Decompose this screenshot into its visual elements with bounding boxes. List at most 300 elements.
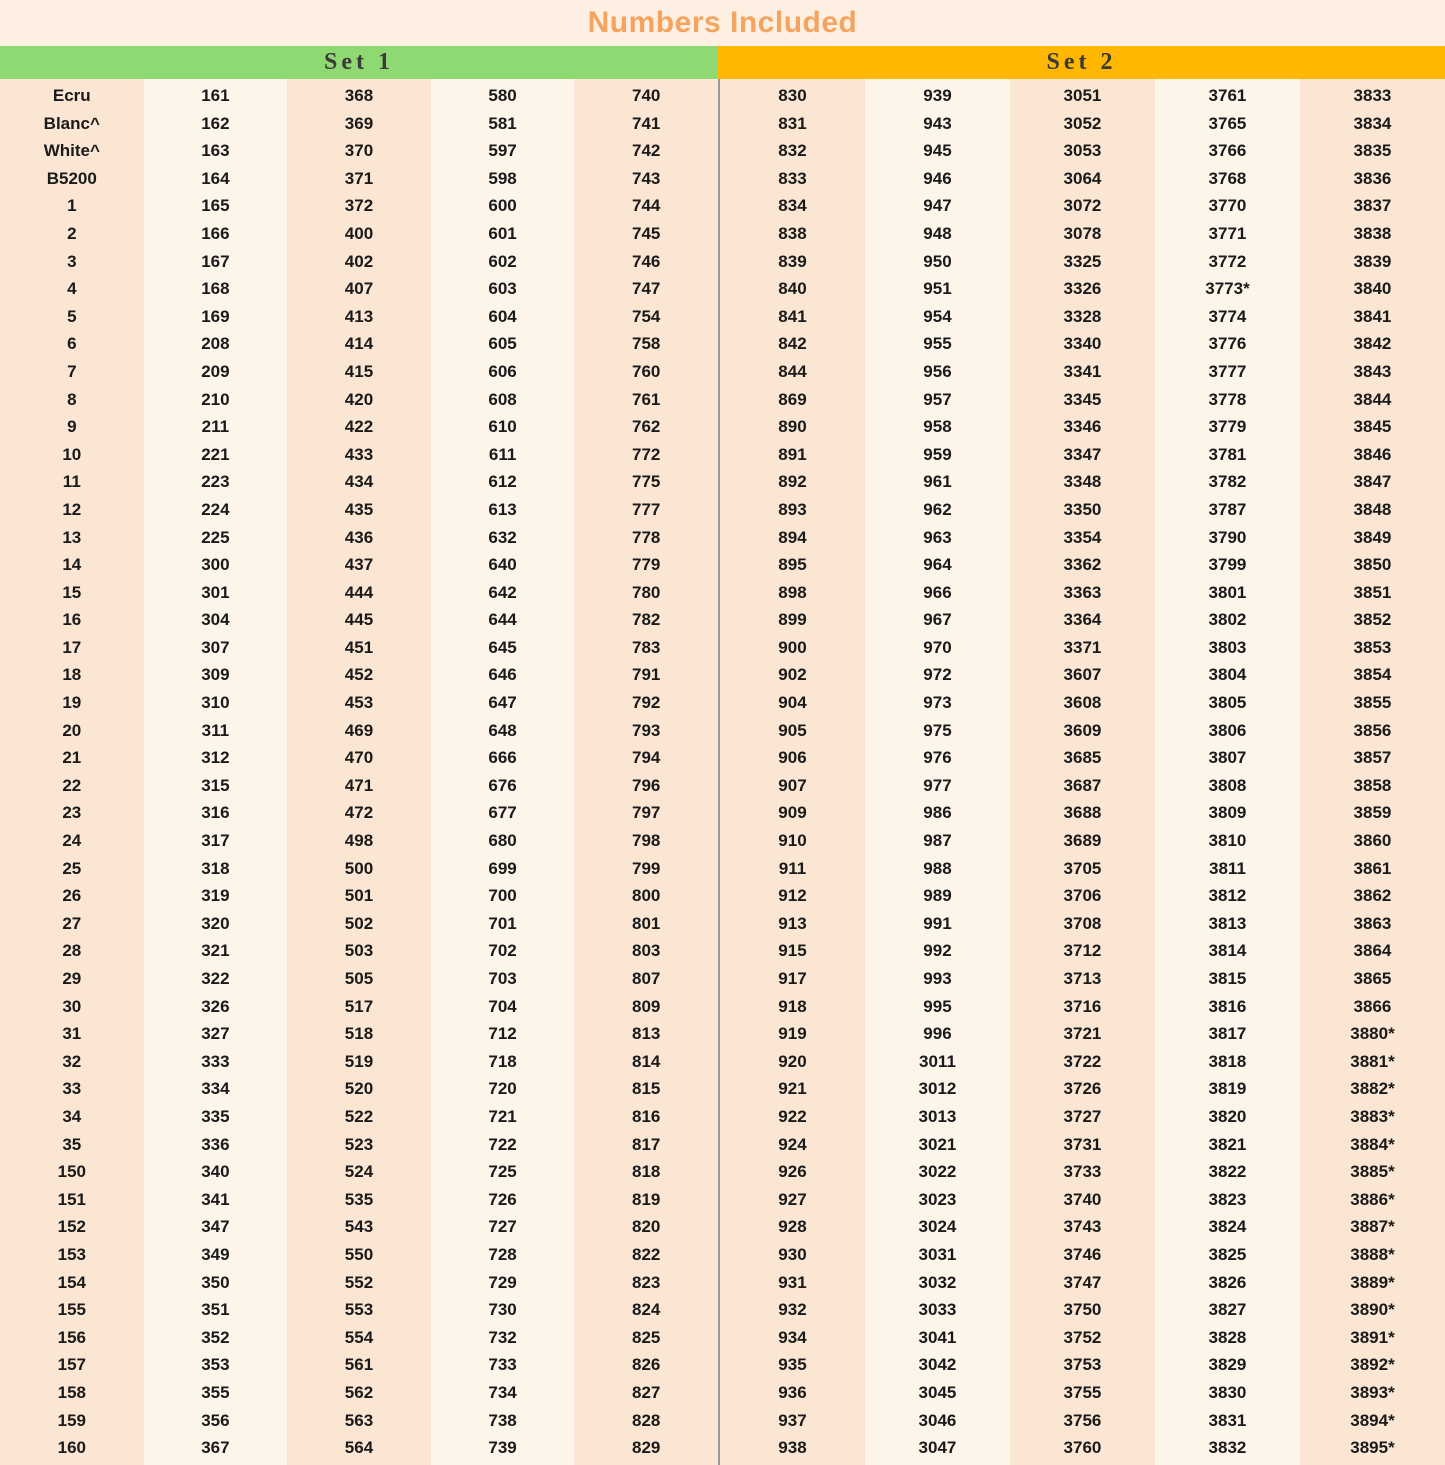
- number-cell: 977: [923, 775, 952, 795]
- number-cell: 798: [631, 831, 661, 851]
- number-cell: 3863: [1353, 913, 1392, 933]
- number-cell: 3326: [1063, 279, 1102, 299]
- number-cell: White^: [43, 141, 100, 161]
- number-cell: 987: [923, 831, 952, 851]
- number-cell: 422: [344, 417, 374, 437]
- number-cell: 3834: [1353, 113, 1392, 133]
- number-cell: 3756: [1063, 1410, 1102, 1430]
- number-cell: 3844: [1353, 389, 1392, 409]
- number-cell: 3731: [1063, 1134, 1102, 1154]
- number-cell: 3013: [918, 1106, 957, 1126]
- number-cell: 913: [778, 913, 807, 933]
- number-cell: 3854: [1353, 665, 1392, 685]
- number-cell: 954: [923, 306, 952, 326]
- number-cell: 898: [778, 582, 807, 602]
- number-cell: 815: [631, 1079, 661, 1099]
- number-cell: 935: [778, 1355, 807, 1375]
- number-cell: 3823: [1208, 1189, 1247, 1209]
- number-cell: 733: [488, 1355, 517, 1375]
- number-cell: 3042: [918, 1355, 957, 1375]
- number-cell: 3743: [1063, 1217, 1102, 1237]
- number-column: [720, 79, 865, 1465]
- number-cell: 824: [631, 1300, 661, 1320]
- number-cell: 550: [344, 1244, 374, 1264]
- number-cell: 3833: [1353, 86, 1392, 105]
- number-cell: 225: [201, 527, 230, 547]
- number-cell: 320: [201, 913, 230, 933]
- number-cell: 336: [201, 1134, 230, 1154]
- number-cell: 435: [344, 499, 374, 519]
- number-cell: 340: [201, 1162, 230, 1182]
- number-cell: 3801: [1208, 582, 1247, 602]
- number-cell: 319: [201, 886, 230, 906]
- number-cell: 35: [62, 1134, 82, 1154]
- number-cell: 341: [201, 1189, 230, 1209]
- number-cell: 646: [488, 665, 517, 685]
- number-cell: 334: [201, 1079, 230, 1099]
- number-cell: 610: [488, 417, 517, 437]
- number-cell: 34: [62, 1106, 82, 1126]
- number-cell: 327: [201, 1024, 230, 1044]
- number-cell: 155: [57, 1300, 86, 1320]
- number-cell: 704: [488, 996, 517, 1016]
- number-column: [865, 79, 1010, 1465]
- number-cell: 926: [778, 1162, 807, 1182]
- number-cell: 611: [488, 444, 517, 464]
- number-cell: 368: [344, 86, 374, 105]
- number-cell: 946: [923, 168, 952, 188]
- number-cell: 3853: [1353, 637, 1392, 657]
- number-cell: 3858: [1353, 775, 1392, 795]
- number-cell: 844: [778, 361, 807, 381]
- number-cell: 420: [344, 389, 374, 409]
- number-cell: 648: [488, 720, 517, 740]
- number-cell: 830: [778, 86, 807, 105]
- number-cell: 892: [778, 472, 807, 492]
- number-cell: 562: [344, 1382, 374, 1402]
- number-cell: 316: [201, 803, 230, 823]
- number-cell: 452: [344, 665, 374, 685]
- number-cell: 3845: [1353, 417, 1392, 437]
- number-cell: 3706: [1063, 886, 1102, 906]
- number-cell: 3807: [1208, 748, 1247, 768]
- number-cell: 803: [631, 941, 661, 961]
- number-cell: 732: [488, 1327, 517, 1347]
- number-cell: 3822: [1208, 1162, 1247, 1182]
- number-cell: 976: [923, 748, 952, 768]
- number-cell: 840: [778, 279, 807, 299]
- number-cell: 552: [344, 1272, 374, 1292]
- number-cell: 433: [344, 444, 374, 464]
- number-cell: 3746: [1063, 1244, 1102, 1264]
- number-cell: 224: [201, 499, 230, 519]
- number-cell: 3802: [1208, 610, 1247, 630]
- number-cell: 758: [631, 334, 661, 354]
- number-cell: 3341: [1063, 361, 1102, 381]
- number-cell: 221: [201, 444, 230, 464]
- number-cell: 9: [67, 417, 77, 437]
- number-cell: 780: [631, 582, 661, 602]
- number-cell: 3820: [1208, 1106, 1247, 1126]
- number-cell: 3362: [1063, 555, 1102, 575]
- number-cell: 720: [488, 1079, 517, 1099]
- number-cell: 909: [778, 803, 807, 823]
- number-cell: 605: [488, 334, 517, 354]
- number-cell: 3371: [1063, 637, 1102, 657]
- number-cell: 518: [344, 1024, 374, 1044]
- number-cell: 27: [62, 913, 82, 933]
- number-cell: 3772: [1208, 251, 1247, 271]
- number-cell: 3755: [1063, 1382, 1102, 1402]
- number-cell: 367: [201, 1438, 230, 1458]
- number-cell: 3846: [1353, 444, 1392, 464]
- number-cell: 932: [778, 1300, 807, 1320]
- set-headers-row: [0, 46, 1445, 79]
- number-cell: 726: [488, 1189, 517, 1209]
- number-cell: 962: [923, 499, 952, 519]
- number-cell: 970: [923, 637, 952, 657]
- number-cell: 728: [488, 1244, 517, 1264]
- number-cell: 3325: [1063, 251, 1102, 271]
- number-cell: 3032: [918, 1272, 957, 1292]
- number-cell: 777: [631, 499, 661, 519]
- number-cell: 608: [488, 389, 517, 409]
- number-cell: 543: [344, 1217, 374, 1237]
- number-cell: 3848: [1353, 499, 1392, 519]
- number-cell: 891: [778, 444, 807, 464]
- number-cell: 742: [631, 141, 661, 161]
- number-cell: 519: [344, 1051, 374, 1071]
- number-cell: 991: [923, 913, 952, 933]
- number-cell: 434: [344, 472, 374, 492]
- number-cell: 318: [201, 858, 230, 878]
- number-cell: 986: [923, 803, 952, 823]
- number-cell: 938: [778, 1438, 807, 1458]
- number-cell: 782: [631, 610, 661, 630]
- number-cell: 7: [67, 361, 77, 381]
- number-cell: 3781: [1208, 444, 1247, 464]
- number-cell: 921: [778, 1079, 807, 1099]
- number-cell: 523: [344, 1134, 374, 1154]
- number-cell: 3774: [1208, 306, 1247, 326]
- number-cell: 472: [344, 803, 374, 823]
- number-cell: 520: [344, 1079, 374, 1099]
- number-cell: 3790: [1208, 527, 1247, 547]
- number-cell: 598: [488, 168, 517, 188]
- number-cell: 966: [923, 582, 952, 602]
- number-cell: 3727: [1063, 1106, 1102, 1126]
- number-cell: 3761: [1208, 86, 1247, 105]
- number-cell: 3852: [1353, 610, 1392, 630]
- number-cell: 899: [778, 610, 807, 630]
- number-cell: 3608: [1063, 693, 1102, 713]
- number-cell: 992: [923, 941, 952, 961]
- number-cell: 911: [778, 858, 807, 878]
- number-cell: 3779: [1208, 417, 1247, 437]
- number-cell: 17: [62, 637, 82, 657]
- page-title: Numbers Included: [587, 6, 858, 39]
- number-cell: 157: [57, 1355, 86, 1375]
- number-cell: 3809: [1208, 803, 1247, 823]
- number-cell: 413: [344, 306, 374, 326]
- number-cell: 25: [62, 858, 82, 878]
- number-cell: 3768: [1208, 168, 1247, 188]
- number-cell: 993: [923, 969, 952, 988]
- number-cell: 3348: [1063, 472, 1102, 492]
- number-cell: 834: [778, 196, 807, 216]
- number-cell: 931: [778, 1272, 807, 1292]
- number-cell: 517: [344, 996, 374, 1016]
- number-cell: 23: [62, 803, 82, 823]
- number-cell: 739: [488, 1438, 517, 1458]
- number-cell: 3609: [1063, 720, 1102, 740]
- number-cell: 956: [923, 361, 952, 381]
- number-cell: 807: [631, 969, 661, 988]
- number-cell: 760: [631, 361, 661, 381]
- number-cell: 676: [488, 775, 517, 795]
- number-cell: 939: [923, 86, 952, 105]
- number-cell: 814: [631, 1051, 661, 1071]
- number-cell: 3827: [1208, 1300, 1247, 1320]
- number-cell: 772: [631, 444, 661, 464]
- number-cell: 905: [778, 720, 807, 740]
- number-cell: 642: [488, 582, 517, 602]
- number-cell: 727: [488, 1217, 517, 1237]
- number-cell: 827: [631, 1382, 661, 1402]
- number-cell: 744: [631, 196, 661, 216]
- number-cell: 934: [778, 1327, 807, 1347]
- number-cell: 927: [778, 1189, 807, 1209]
- number-cell: 471: [344, 775, 374, 795]
- number-column: [287, 79, 431, 1465]
- number-cell: 841: [778, 306, 807, 326]
- number-cell: 209: [201, 361, 230, 381]
- number-cell: 740: [631, 86, 661, 105]
- number-cell: 967: [923, 610, 952, 630]
- number-cell: 445: [344, 610, 374, 630]
- number-cell: 796: [631, 775, 661, 795]
- number-cell: 156: [57, 1327, 86, 1347]
- number-cell: 3860: [1353, 831, 1392, 851]
- number-cell: 3760: [1063, 1438, 1102, 1458]
- number-cell: 580: [488, 86, 517, 105]
- numbers-table: [0, 79, 1445, 1465]
- number-cell: 301: [201, 582, 230, 602]
- number-cell: 754: [631, 306, 661, 326]
- number-cell: 3041: [918, 1327, 957, 1347]
- number-column: [1010, 79, 1155, 1465]
- number-cell: 919: [778, 1024, 807, 1044]
- number-cell: 352: [201, 1327, 230, 1347]
- number-cell: 600: [488, 196, 517, 216]
- number-cell: 3685: [1063, 748, 1102, 768]
- number-cell: 3888*: [1350, 1244, 1395, 1264]
- number-cell: 722: [488, 1134, 517, 1154]
- number-cell: 3740: [1063, 1189, 1102, 1209]
- number-cell: 831: [778, 113, 807, 133]
- number-cell: 734: [488, 1382, 517, 1402]
- number-cell: 3818: [1208, 1051, 1247, 1071]
- number-cell: 910: [778, 831, 807, 851]
- number-cell: 3843: [1353, 361, 1392, 381]
- number-cell: 315: [201, 775, 230, 795]
- number-cell: 14: [62, 555, 82, 575]
- number-cell: 961: [923, 472, 952, 492]
- number-cell: 3832: [1208, 1438, 1247, 1458]
- number-cell: 10: [62, 444, 82, 464]
- number-cell: 158: [57, 1382, 86, 1402]
- number-cell: 3363: [1063, 582, 1102, 602]
- number-cell: 502: [344, 913, 374, 933]
- number-cell: 372: [344, 196, 374, 216]
- number-cell: 8: [67, 389, 77, 409]
- number-cell: 647: [488, 693, 517, 713]
- number-cell: 3687: [1063, 775, 1102, 795]
- number-cell: 826: [631, 1355, 661, 1375]
- number-cell: 3810: [1208, 831, 1247, 851]
- set-2-columns: [718, 79, 1445, 1465]
- number-cell: 3721: [1063, 1024, 1102, 1044]
- number-cell: 3733: [1063, 1162, 1102, 1182]
- number-cell: 307: [201, 637, 230, 657]
- number-cell: 973: [923, 693, 952, 713]
- number-cell: 996: [923, 1024, 952, 1044]
- number-cell: 718: [488, 1051, 517, 1071]
- number-cell: 3813: [1208, 913, 1247, 933]
- number-cell: 606: [488, 361, 517, 381]
- number-cell: 564: [344, 1438, 374, 1458]
- number-cell: 3806: [1208, 720, 1247, 740]
- number-cell: 778: [631, 527, 661, 547]
- number-cell: 3064: [1063, 168, 1102, 188]
- number-cell: 963: [923, 527, 952, 547]
- number-cell: 3862: [1353, 886, 1392, 906]
- number-cell: 957: [923, 389, 952, 409]
- number-cell: 995: [923, 996, 952, 1016]
- number-cell: 165: [201, 196, 230, 216]
- number-cell: 19: [62, 693, 82, 713]
- number-cell: 300: [201, 555, 230, 575]
- number-cell: 792: [631, 693, 661, 713]
- number-cell: 414: [344, 334, 374, 354]
- number-cell: 3889*: [1350, 1272, 1395, 1292]
- number-cell: 29: [62, 969, 82, 988]
- number-cell: 355: [201, 1382, 230, 1402]
- number-cell: 524: [344, 1162, 374, 1182]
- number-cell: 801: [631, 913, 661, 933]
- number-cell: 3053: [1063, 141, 1102, 161]
- number-cell: 3842: [1353, 334, 1392, 354]
- number-cell: 799: [631, 858, 661, 878]
- number-cell: 3012: [918, 1079, 957, 1099]
- number-cell: 28: [62, 941, 82, 961]
- number-cell: 311: [201, 720, 230, 740]
- number-cell: 613: [488, 499, 517, 519]
- number-cell: 3052: [1063, 113, 1102, 133]
- number-cell: 369: [344, 113, 374, 133]
- number-cell: 959: [923, 444, 952, 464]
- number-cell: 5: [67, 306, 77, 326]
- number-cell: 3354: [1063, 527, 1102, 547]
- number-cell: 167: [201, 251, 230, 271]
- number-cell: 832: [778, 141, 807, 161]
- number-cell: 554: [344, 1327, 374, 1347]
- number-cell: 151: [57, 1189, 86, 1209]
- number-cell: 603: [488, 279, 517, 299]
- number-cell: 3778: [1208, 389, 1247, 409]
- number-cell: 3861: [1353, 858, 1392, 878]
- number-cell: 918: [778, 996, 807, 1016]
- number-cell: 3893*: [1350, 1382, 1395, 1402]
- number-cell: 680: [488, 831, 517, 851]
- number-cell: 3866: [1353, 996, 1392, 1016]
- number-cell: 3850: [1353, 555, 1392, 575]
- number-cell: 930: [778, 1244, 807, 1264]
- number-cell: 581: [488, 113, 517, 133]
- number-cell: 3689: [1063, 831, 1102, 851]
- number-cell: 741: [631, 113, 661, 133]
- number-cell: 951: [923, 279, 952, 299]
- number-cell: 150: [57, 1162, 86, 1182]
- number-cell: 3812: [1208, 886, 1247, 906]
- number-cell: 15: [62, 582, 82, 602]
- number-cell: 3787: [1208, 499, 1247, 519]
- number-column: [574, 79, 718, 1465]
- number-cell: 3350: [1063, 499, 1102, 519]
- number-cell: 437: [344, 555, 374, 575]
- number-cell: 761: [631, 389, 661, 409]
- number-cell: 3826: [1208, 1272, 1247, 1292]
- number-cell: 211: [201, 417, 230, 437]
- number-cell: 730: [488, 1300, 517, 1320]
- number-cell: 762: [631, 417, 661, 437]
- set-1-header: Set 1: [0, 46, 718, 79]
- number-cell: 601: [488, 223, 517, 243]
- number-cell: 154: [57, 1272, 86, 1292]
- number-cell: 3011: [919, 1051, 956, 1071]
- number-cell: 501: [344, 886, 374, 906]
- number-cell: 3765: [1208, 113, 1247, 133]
- number-cell: 912: [778, 886, 807, 906]
- number-cell: 3840: [1353, 279, 1392, 299]
- number-cell: 3894*: [1350, 1410, 1395, 1430]
- number-cell: 349: [201, 1244, 230, 1264]
- number-cell: 906: [778, 748, 807, 768]
- number-cell: 210: [201, 389, 230, 409]
- number-column: [431, 79, 575, 1465]
- number-cell: 924: [778, 1134, 807, 1154]
- number-cell: 833: [778, 168, 807, 188]
- number-cell: 163: [201, 141, 230, 161]
- number-cell: 3811: [1209, 858, 1246, 878]
- number-cell: 3849: [1353, 527, 1392, 547]
- number-cell: 500: [344, 858, 374, 878]
- number-cell: 563: [344, 1410, 374, 1430]
- number-cell: 3753: [1063, 1355, 1102, 1375]
- number-cell: 988: [923, 858, 952, 878]
- number-cell: 335: [201, 1106, 230, 1126]
- number-cell: 32: [62, 1051, 82, 1071]
- number-cell: 791: [631, 665, 661, 685]
- number-cell: 955: [923, 334, 952, 354]
- number-cell: 838: [778, 223, 807, 243]
- number-cell: 950: [923, 251, 952, 271]
- number-cell: 3885*: [1350, 1162, 1395, 1182]
- number-cell: 677: [488, 803, 517, 823]
- number-cell: 907: [778, 775, 807, 795]
- number-cell: 12: [62, 499, 82, 519]
- number-cell: 3804: [1208, 665, 1247, 685]
